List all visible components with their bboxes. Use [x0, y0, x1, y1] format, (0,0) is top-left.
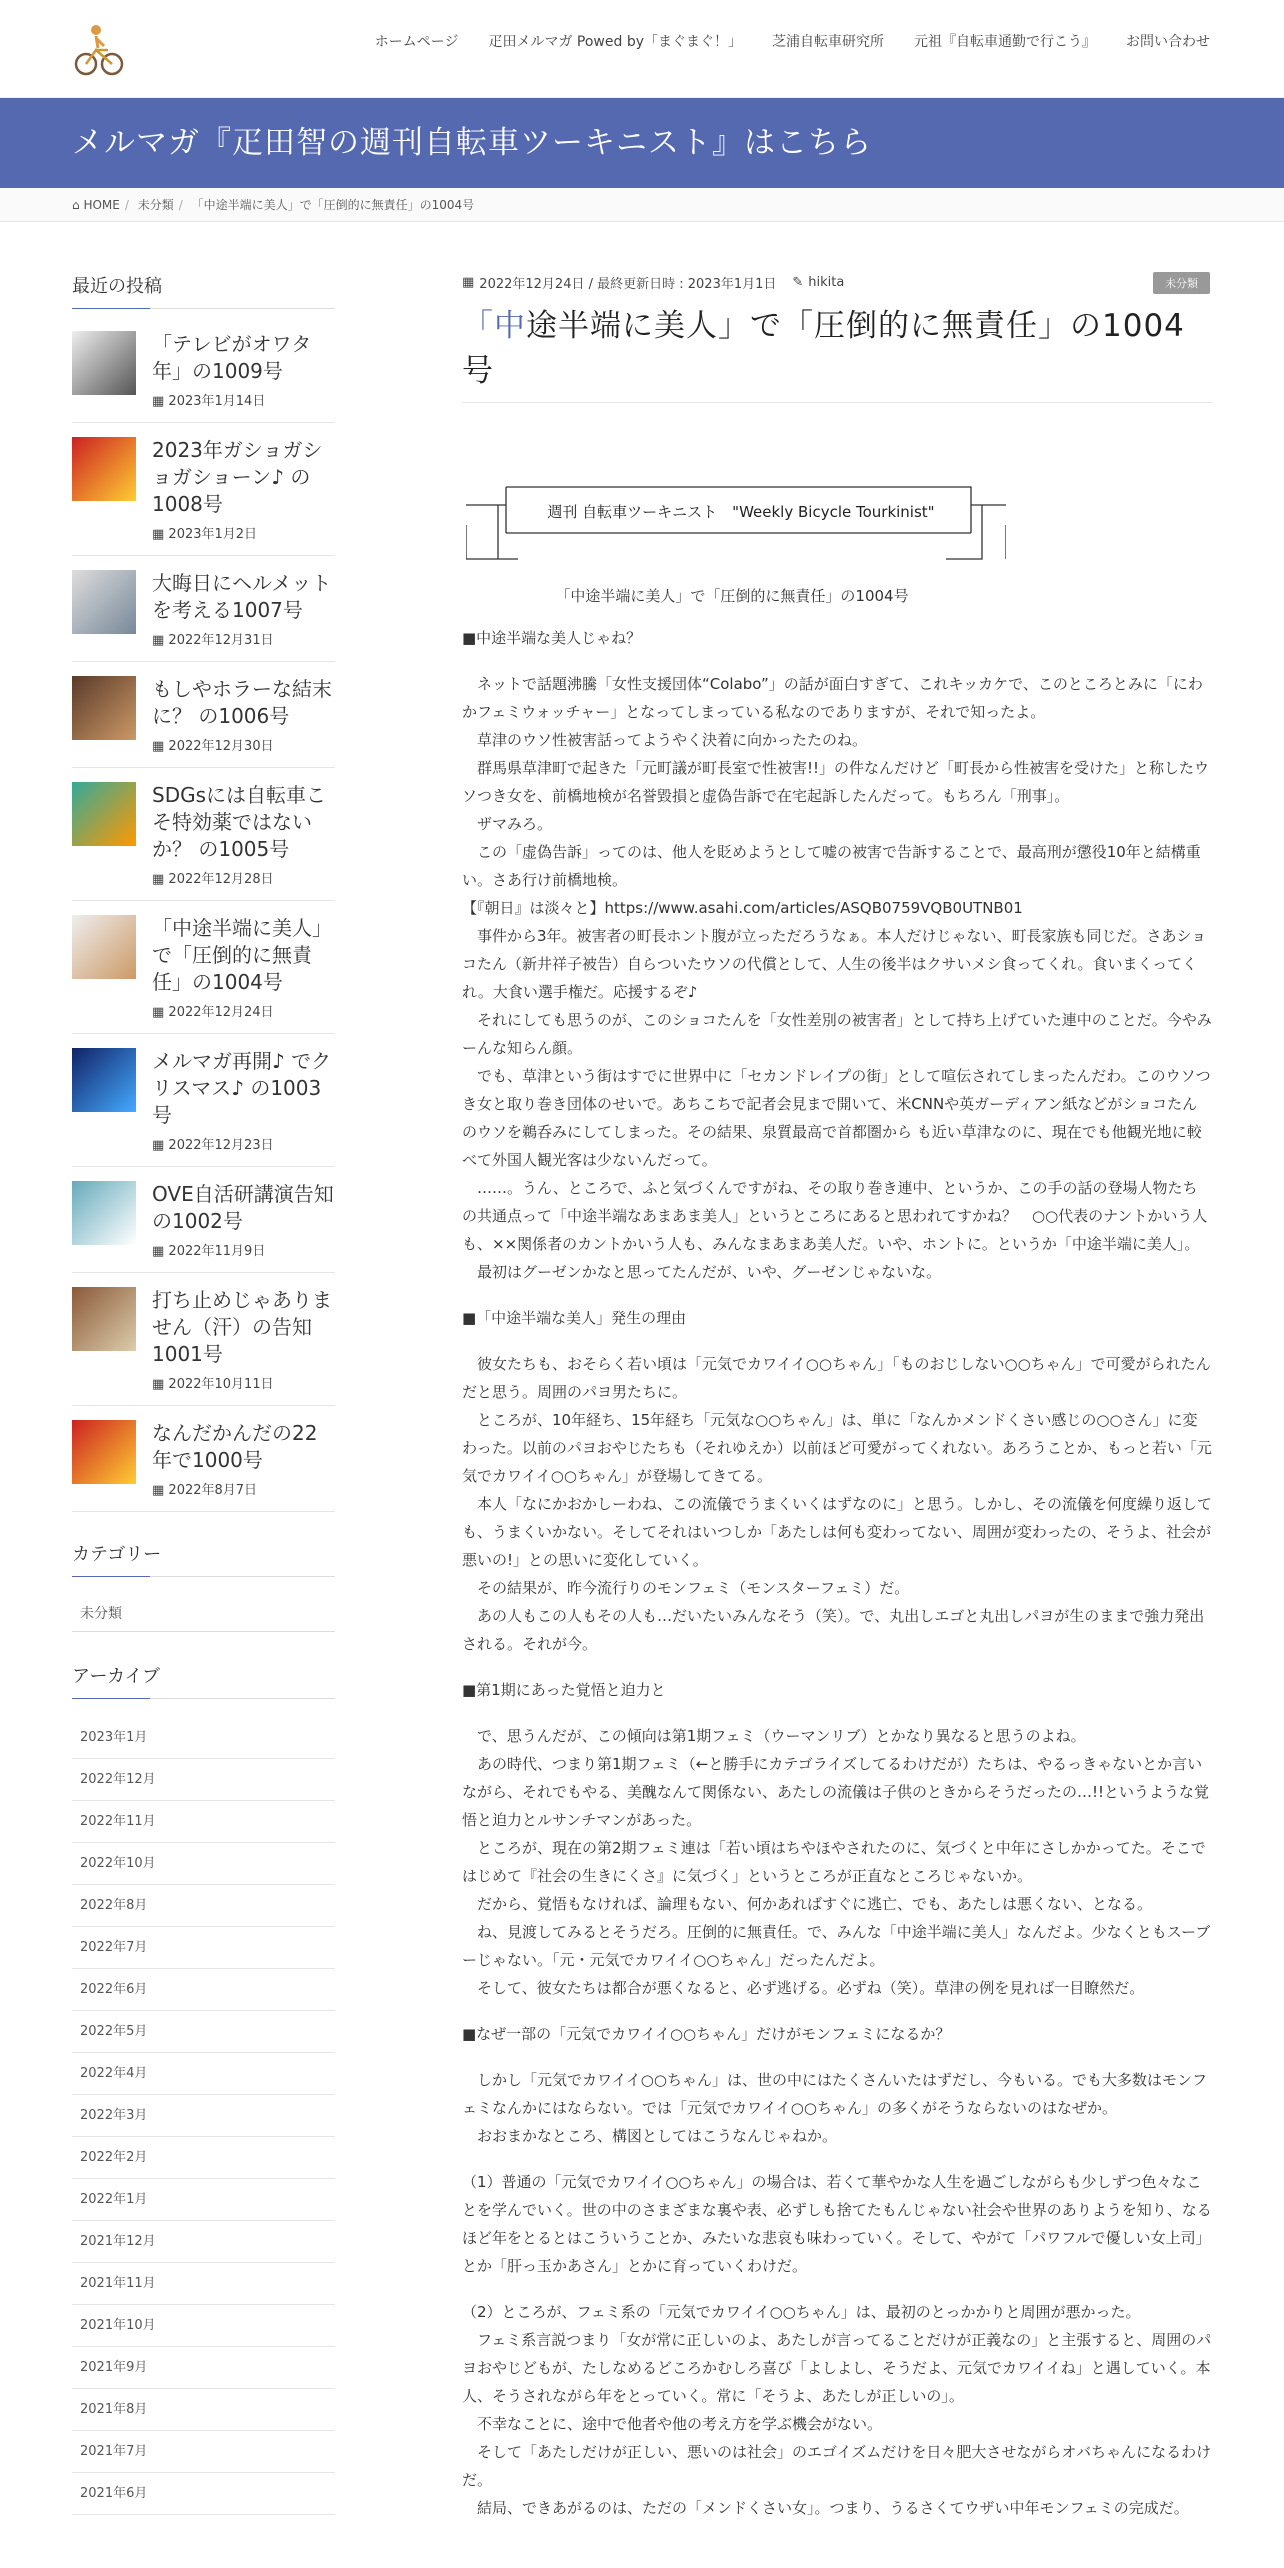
body-paragraph: あの時代、つまり第1期フェミ（←と勝手にカテゴライズしてるわけだが）たちは、やるっきゃないとか言いながら、それでもやる、美醜なんて関係ない、あたしの流儀は子供のときからそうだったの…!!というような覚悟と迫力とルサンチマンがあった。	[462, 1755, 1210, 1829]
calendar-icon: ▦	[152, 527, 169, 542]
section-heading: ■「中途半端な美人」発生の理由	[462, 1309, 687, 1327]
category-item[interactable]: 未分類	[72, 1595, 335, 1632]
post-date-text: 2022年12月28日	[168, 872, 274, 887]
post-date-text: 2022年12月31日	[168, 633, 274, 648]
archive-item[interactable]: 2022年10月	[72, 1843, 335, 1885]
recent-post-item[interactable]	[72, 1273, 335, 1406]
recent-post-item[interactable]	[72, 556, 335, 662]
paragraph-gap	[462, 2150, 1212, 2168]
body-paragraph: （2）ところが、フェミ系の「元気でカワイイ○○ちゃん」は、最初のとっかかりと周囲が悪かった。	[462, 2303, 1141, 2321]
recent-post-date	[152, 868, 335, 887]
recent-post-item[interactable]	[72, 1406, 335, 1512]
post-date-text: 2022年12月23日	[168, 1138, 274, 1153]
paragraph-gap	[462, 2280, 1212, 2298]
body-paragraph: 事件から3年。被害者の町長ホント腹が立っただろうなぁ。本人だけじゃない、町長家族も同じだ。さあショコたん（新井祥子被告）自らついたウソの代償として、人生の後半はクサいメシ食ってくれ。食いまくってくれ。大食い選手権だ。応援するぞ♪	[462, 927, 1207, 1001]
recent-post-item[interactable]	[72, 662, 335, 768]
archive-item[interactable]: 2022年7月	[72, 1927, 335, 1969]
nav-contact[interactable]: お問い合わせ	[1126, 34, 1210, 50]
breadcrumb-current: 「中途半端に美人」で「圧倒的に無責任」の1004号	[191, 198, 475, 212]
post-thumbnail[interactable]	[72, 1420, 136, 1484]
body-paragraph: そして「あたしだけが正しい、悪いのは社会」のエゴイズムだけを日々肥大させながらオバちゃんになるわけだ。	[462, 2443, 1212, 2489]
nav-home[interactable]: ホームページ	[374, 34, 459, 50]
body-paragraph: それにしても思うのが、このショコたんを「女性差別の被害者」として持ち上げていた連中のことだ。今やみーんな知らん顔。	[462, 1011, 1212, 1057]
body-paragraph: ザマみろ。	[462, 815, 553, 833]
post-thumbnail[interactable]	[72, 1181, 136, 1245]
recent-post-title[interactable]: もしやホラーな結末に？ の1006号	[152, 677, 332, 728]
body-paragraph: でも、草津という街はすでに世界中に「セカンドレイプの街」として喧伝されてしまったんだわ。このウソつき女と取り巻き団体のせいで。あちこちで記者会見まで開いて、米CNNや英ガーディアン紙などがショコたんのウソを鵜呑みにしてしまった。その結果、泉質最高で首都圏から も近い草津なのに、現在でも他観光地に較べて外国人観光客は少ないんだって。	[462, 1067, 1211, 1169]
calendar-icon: ▦	[152, 1138, 169, 1153]
archive-item[interactable]: 2022年1月	[72, 2179, 335, 2221]
post-date-text: 2022年12月30日	[168, 739, 274, 754]
body-paragraph: あの人もこの人もその人も…だいたいみんなそう（笑）。で、丸出しエゴと丸出しパヨが生のままで強力発出される。それが今。	[462, 1607, 1205, 1653]
recent-post-title[interactable]: SDGsには自転車こそ特効薬ではないか？ の1005号	[152, 783, 327, 861]
body-paragraph: 本人「なにかおかしーわね、この流儀でうまくいくはずなのに」と思う。しかし、その流儀を何度繰り返しても、うまくいかない。そしてそれはいつしか「あたしは何も変わってない、周囲が変わったの、そうよ、社会が悪いの!」との思いに変化していく。	[462, 1495, 1213, 1569]
archive-item[interactable]: 2022年5月	[72, 2011, 335, 2053]
recent-post-item[interactable]	[72, 1034, 335, 1167]
body-paragraph: ね、見渡してみるとそうだろ。圧倒的に無責任。で、みんな「中途半端に美人」なんだよ。少なくともスーブーじゃない。「元・元気でカワイイ○○ちゃん」だったんだよ。	[462, 1923, 1211, 1969]
entry-body	[462, 624, 1212, 2522]
entry-title-rest: 途半端に美人」で「圧倒的に無責任」の1004号	[462, 308, 1185, 389]
calendar-icon: ▦	[462, 274, 475, 290]
post-date-text: 2023年1月2日	[168, 527, 258, 542]
recent-post-date	[152, 1134, 335, 1153]
archive-item[interactable]: 2021年10月	[72, 2305, 335, 2347]
recent-post-title[interactable]: なんだかんだの22年で1000号	[152, 1421, 318, 1472]
global-nav	[345, 31, 1210, 51]
calendar-icon: ▦	[152, 394, 169, 409]
body-paragraph: しかし「元気でカワイイ○○ちゃん」は、世の中にはたくさんいたはずだし、今もいる。でも大多数はモンフェミなんかにはならない。では「元気でカワイイ○○ちゃん」の多くがそうならないのはなぜか。	[462, 2071, 1207, 2117]
archive-item[interactable]: 2022年6月	[72, 1969, 335, 2011]
recent-post-date	[152, 1373, 335, 1392]
recent-post-date	[152, 1240, 335, 1259]
post-thumbnail[interactable]	[72, 570, 136, 634]
breadcrumb-category[interactable]: 未分類	[137, 198, 174, 212]
archive-item[interactable]: 2023年1月	[72, 1717, 335, 1759]
post-date-text: 2023年1月14日	[168, 394, 266, 409]
archive-item[interactable]: 2021年7月	[72, 2431, 335, 2473]
recent-post-item[interactable]	[72, 768, 335, 901]
calendar-icon: ▦	[152, 633, 169, 648]
entry-date: 2022年12月24日 / 最終更新日時 : 2023年1月1日	[479, 276, 777, 292]
post-thumbnail[interactable]	[72, 782, 136, 846]
archive-item[interactable]: 2021年12月	[72, 2221, 335, 2263]
archive-item[interactable]: 2022年2月	[72, 2137, 335, 2179]
body-paragraph: で、思うんだが、この傾向は第1期フェミ（ウーマンリブ）とかなり異なると思うのよね。	[462, 1727, 1086, 1745]
post-thumbnail[interactable]	[72, 915, 136, 979]
section-heading: ■第1期にあった覚悟と迫力と	[462, 1681, 666, 1699]
archive-item[interactable]: 2021年9月	[72, 2347, 335, 2389]
entry-author[interactable]: hikita	[808, 274, 845, 290]
sidebar	[72, 272, 335, 2515]
body-paragraph: 【『朝日』は淡々と】https://www.asahi.com/articles/ASQB0759VQB0UTNB01	[462, 899, 1023, 917]
archive-item[interactable]: 2022年3月	[72, 2095, 335, 2137]
body-paragraph: おおまかなところ、構図としてはこうなんじゃねか。	[462, 2127, 838, 2145]
main-content	[462, 272, 1212, 2522]
archive-item[interactable]: 2022年4月	[72, 2053, 335, 2095]
body-paragraph: ところが、10年経ち、15年経ち「元気な○○ちゃん」は、単に「なんかメンドくさい感じの○○さん」に変わった。以前のパヨおやじたちも（それゆえか）以前ほど可愛がってくれない。あろうことか、もっと若い「元気でカワイイ○○ちゃん」が登場してきてる。	[462, 1411, 1212, 1485]
pencil-icon: ✎	[792, 274, 804, 290]
recent-post-title[interactable]: 「テレビがオワタ年」の1009号	[152, 332, 312, 383]
recent-post-date	[152, 390, 335, 409]
site-header	[0, 0, 1284, 98]
body-paragraph: 彼女たちも、おそらく若い頃は「元気でカワイイ○○ちゃん」「ものおじしない○○ちゃん」で可愛がられたんだと思う。周囲のパヨ男たちに。	[462, 1355, 1211, 1401]
body-paragraph: フェミ系言説つまり「女が常に正しいのよ、あたしが言ってることだけが正義なの」と主張すると、周囲のパヨおやじどもが、たしなめるどころかむしろ喜び「よしよし、そうだよ、元気でカワイイね」と遇していく。本人、そうされながら年をとっていく。常に「そうよ、あたしが正しいの」。	[462, 2331, 1212, 2405]
archive-item[interactable]: 2022年11月	[72, 1801, 335, 1843]
calendar-icon: ▦	[152, 739, 169, 754]
category-badge[interactable]: 未分類	[1153, 272, 1210, 294]
archive-item[interactable]: 2021年6月	[72, 2473, 335, 2515]
archive-list	[72, 1717, 335, 2515]
body-paragraph: ネットで話題沸騰「女性支援団体“Colabo”」の話が面白すぎて、これキッカケで、このところとみに「にわかフェミウォッチャー」となってしまっている私なのでありますが、それで知ったよ。	[462, 675, 1203, 721]
entry-title	[462, 300, 1212, 403]
recent-post-title[interactable]: OVE自活研講演告知の1002号	[152, 1182, 334, 1233]
recent-posts-heading: 最近の投稿	[72, 272, 335, 309]
body-paragraph: ……。うん、ところで、ふと気づくんですがね、その取り巻き連中、というか、この手の話の登場人物たちの共通点って「中途半端なあまあま美人」というところにあると思われてすかね？ ○○代表のナントかいう人も、××関係者のカントかいう人も、みんなまあまあ美人だ。いや、ホントに。というか「中途半端に美人」。	[462, 1179, 1208, 1253]
archive-item[interactable]: 2021年11月	[72, 2263, 335, 2305]
breadcrumb: ⌂ HOME / 未分類 / 「中途半端に美人」で「圧倒的に無責任」の1004号	[0, 188, 1284, 222]
recent-post-date	[152, 1479, 335, 1498]
body-paragraph: 不幸なことに、途中で他者や他の考え方を学ぶ機会がない。	[462, 2415, 883, 2433]
category-heading: カテゴリー	[72, 1540, 335, 1577]
post-date-text: 2022年8月7日	[168, 1483, 258, 1498]
recent-post-date	[152, 629, 335, 648]
recent-post-item[interactable]	[72, 901, 335, 1034]
calendar-icon: ▦	[152, 1483, 169, 1498]
post-thumbnail[interactable]	[72, 1048, 136, 1112]
recent-post-title[interactable]: 大晦日にヘルメットを考える1007号	[152, 571, 332, 622]
recent-post-item[interactable]	[72, 327, 335, 423]
body-paragraph: 結局、できあがるのは、ただの「メンドくさい女」。つまり、うるさくてウザい中年モンフェミの完成だ。	[462, 2499, 1189, 2517]
body-paragraph: この「虚偽告訴」ってのは、他人を貶めようとして嘘の被害で告訴することで、最高刑が懲役10年と結構重い。さあ行け前橋地検。	[462, 843, 1201, 889]
recent-post-item[interactable]	[72, 1167, 335, 1273]
post-thumbnail[interactable]	[72, 437, 136, 501]
nav-lab[interactable]: 芝浦自転車研究所	[772, 34, 884, 50]
entry-meta	[462, 272, 1212, 292]
nav-mailmag[interactable]: 疋田メルマガ Powed by「まぐまぐ！」	[488, 34, 742, 50]
recent-post-date	[152, 523, 335, 542]
calendar-icon: ▦	[152, 1377, 169, 1392]
calendar-icon: ▦	[152, 1244, 169, 1259]
recent-posts-list	[72, 327, 335, 1512]
calendar-icon: ▦	[152, 1005, 169, 1020]
calendar-icon: ▦	[152, 872, 169, 887]
recent-post-title[interactable]: 2023年ガショガショガショーン♪ の1008号	[152, 438, 323, 516]
mailmag-title-frame	[466, 485, 1006, 571]
recent-post-title[interactable]: メルマガ再開♪ でクリスマス♪ の1003号	[152, 1049, 332, 1127]
home-icon: ⌂	[72, 198, 80, 212]
body-paragraph: そして、彼女たちは都合が悪くなると、必ず逃げる。必ずね（笑）。草津の例を見れば一目瞭然だ。	[462, 1979, 1145, 1997]
nav-commute[interactable]: 元祖『自転車通勤で行こう』	[914, 34, 1096, 50]
recent-post-title[interactable]: 打ち止めじゃありません（汗）の告知1001号	[152, 1288, 332, 1366]
section-heading: ■なぜ一部の「元気でカワイイ○○ちゃん」だけがモンフェミになるか？	[462, 2025, 951, 2043]
recent-post-date	[152, 1001, 335, 1020]
post-date-text: 2022年11月9日	[168, 1244, 266, 1259]
post-thumbnail[interactable]	[72, 1287, 136, 1351]
recent-post-item[interactable]	[72, 423, 335, 556]
post-date-text: 2022年10月11日	[168, 1377, 274, 1392]
mailmag-banner[interactable]: メルマガ『疋田智の週刊自転車ツーキニスト』はこちら	[0, 98, 1284, 188]
section-heading: ■中途半端な美人じゃね？	[462, 629, 642, 647]
post-thumbnail[interactable]	[72, 676, 136, 740]
body-paragraph: （1）普通の「元気でカワイイ○○ちゃん」の場合は、若くて華やかな人生を過ごしながらも少しずつ色々なことを学んでいく。世の中のさまざまな裏や表、必ずしも捨てたもんじゃない社会や世界のありようを知り、なるほど年をとるとはこういうことか、みたいな悲哀も味わっていく。そして、やがて「パワフルで優しい女上司」とか「肝っ玉かあさん」とかに育っていくわけだ。	[462, 2173, 1212, 2275]
body-paragraph: 群馬県草津町で起きた「元町議が町長室で性被害!!」の件なんだけど「町長から性被害を受けた」と称したウソつき女を、前橋地検が名誉毀損と虚偽告訴で在宅起訴したんだって。もちろん「刑事」。	[462, 759, 1210, 805]
breadcrumb-home[interactable]: HOME	[83, 198, 120, 212]
body-paragraph: その結果が、昨今流行りのモンフェミ（モンスターフェミ）だ。	[462, 1579, 910, 1597]
archive-item[interactable]: 2021年8月	[72, 2389, 335, 2431]
archive-item[interactable]: 2022年8月	[72, 1885, 335, 1927]
mailmag-title-text: 週刊 自転車ツーキニスト "Weekly Bicycle Tourkinist"	[547, 503, 935, 521]
post-thumbnail[interactable]	[72, 331, 136, 395]
body-paragraph: 草津のウソ性被害話ってようやく決着に向かったたのね。	[462, 731, 868, 749]
body-paragraph: だから、覚悟もなければ、論理もない、何かあればすぐに逃亡、でも、あたしは悪くない、となる。	[462, 1895, 1153, 1913]
recent-post-date	[152, 735, 335, 754]
entry-caption: 「中途半端に美人」で「圧倒的に無責任」の1004号	[555, 587, 909, 605]
entry-title-first: 「中	[462, 308, 526, 344]
body-paragraph: 最初はグーゼンかなと思ってたんだが、いや、グーゼンじゃないな。	[462, 1263, 942, 1281]
post-date-text: 2022年12月24日	[168, 1005, 274, 1020]
recent-post-title[interactable]: 「中途半端に美人」で「圧倒的に無責任」の1004号	[152, 916, 332, 994]
archive-heading: アーカイブ	[72, 1662, 335, 1699]
archive-item[interactable]: 2022年12月	[72, 1759, 335, 1801]
body-paragraph: ところが、現在の第2期フェミ連は「若い頃はちやほやされたのに、気づくと中年にさしかかってた。そこではじめて『社会の生きにくさ』に気づく」というところが正直なところじゃないか。	[462, 1839, 1206, 1885]
site-logo[interactable]	[72, 20, 154, 78]
